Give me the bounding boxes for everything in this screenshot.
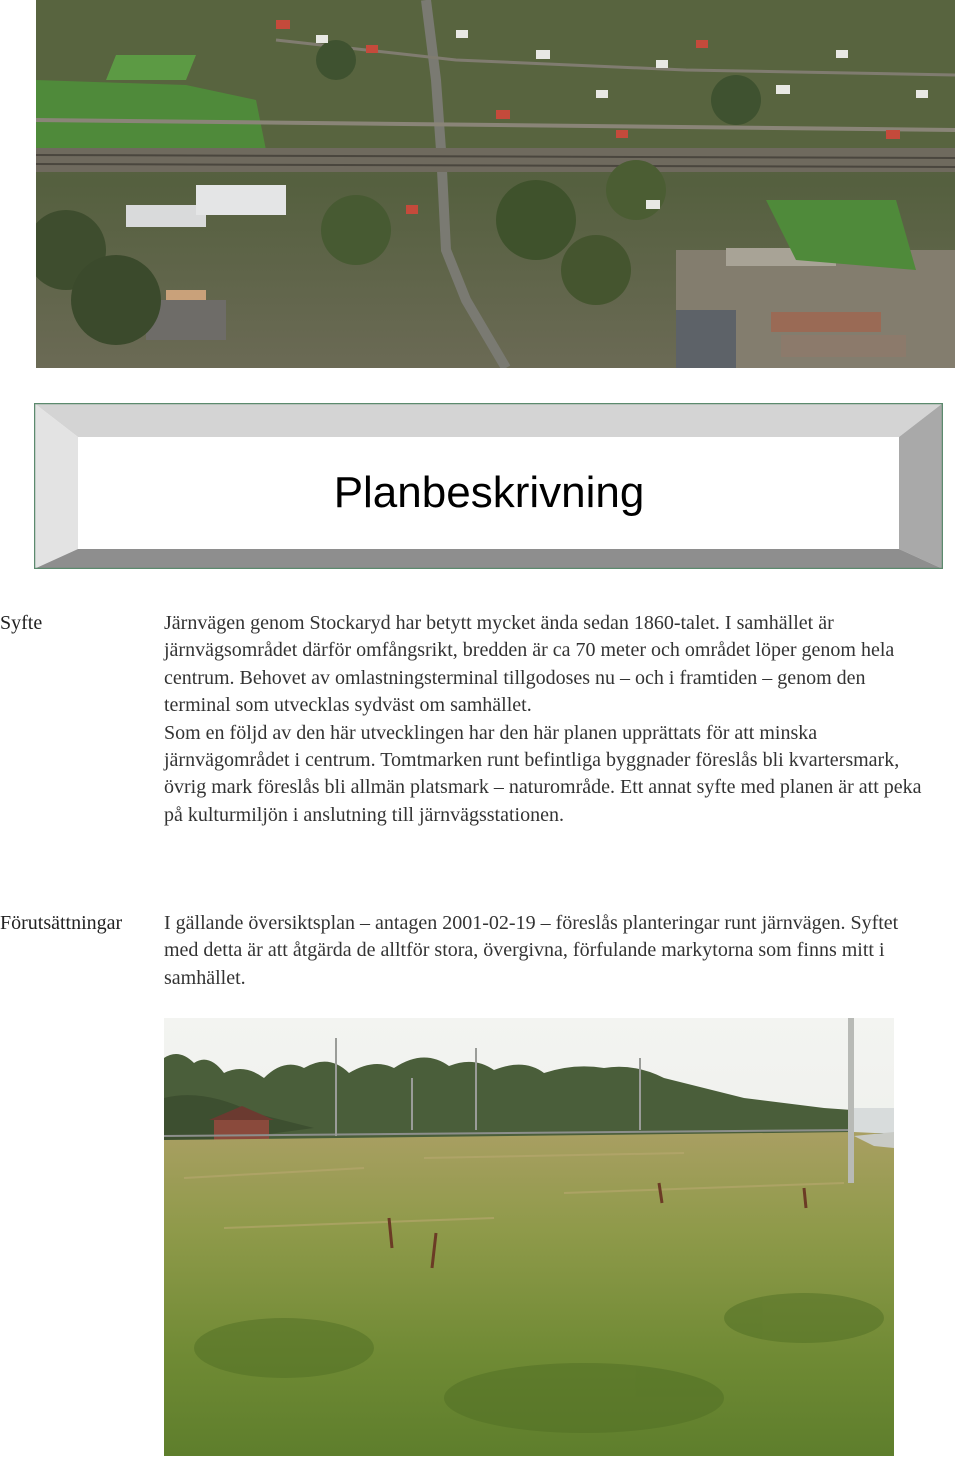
- paragraph: Som en följd av den här utvecklingen har den här planen upprättats för att minska järnvägområdet i centrum. Tomtmarken runt befintliga byggnader föreslås bli kvartersmark, övrig mark föreslås bli allmän platsmark – naturområde. Ett annat syfte med planen är att peka på kulturmiljön i anslutning till järnvägsstationen.: [164, 721, 922, 826]
- section-label-syfte: Syfte: [0, 612, 43, 634]
- section-body-forutsattningar: [164, 910, 924, 992]
- section-label-forutsattningar: Förutsättningar: [0, 912, 123, 934]
- page-title: Planbeskrivning: [333, 468, 645, 517]
- section-body-syfte: [164, 610, 924, 829]
- paragraph: I gällande översiktsplan – antagen 2001-02-19 – föreslås planteringar runt järnvägen. Syftet med detta är att åtgärda de alltför stora, övergivna, förfulande markytorna som finns mitt i samhället.: [164, 912, 899, 989]
- paragraph: Järnvägen genom Stockaryd har betytt mycket ända sedan 1860-talet. I samhället är järnvägsområdet därför omfångsrikt, bredden är ca 70 meter och området löper genom hela centrum. Behovet av omlastningsterminal tillgodoses nu – och i framtiden – genom den terminal som utvecklas sydväst om samhället.: [164, 612, 895, 717]
- field-photo: [164, 1018, 894, 1456]
- aerial-photo: [36, 0, 955, 368]
